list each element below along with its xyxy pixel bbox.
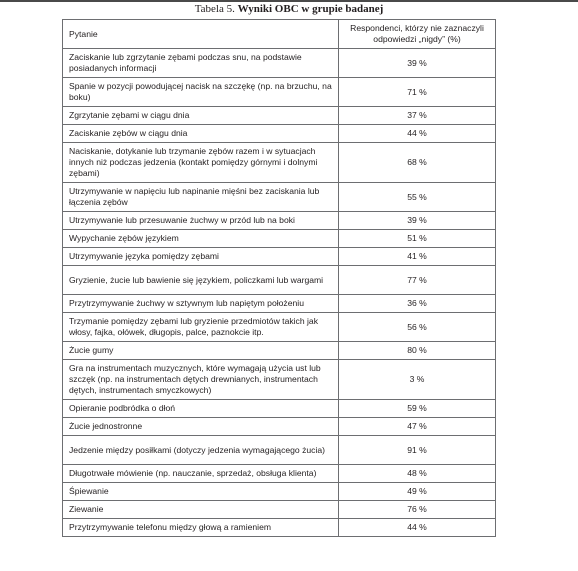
question-cell: Jedzenie między posiłkami (dotyczy jedzenia wymagającego żucia) <box>63 436 339 465</box>
percent-cell: 39 % <box>339 212 496 230</box>
table-row <box>63 400 496 418</box>
caption-title: Wyniki OBC w grupie badanej <box>237 3 384 15</box>
question-cell: Naciskanie, dotykanie lub trzymanie zębów razem i w sytuacjach innych niż podczas jedzenia (kontakt pomiędzy górnymi i dolnymi zębami) <box>63 143 339 183</box>
header-question: Pytanie <box>63 20 339 49</box>
question-cell: Śpiewanie <box>63 483 339 501</box>
percent-cell: 37 % <box>339 107 496 125</box>
table-row <box>63 266 496 295</box>
question-cell: Żucie jednostronne <box>63 418 339 436</box>
percent-cell: 39 % <box>339 49 496 78</box>
table-row <box>63 230 496 248</box>
question-cell: Wypychanie zębów językiem <box>63 230 339 248</box>
percent-cell: 44 % <box>339 519 496 537</box>
table-row <box>63 519 496 537</box>
caption-prefix: Tabela 5. <box>194 3 235 15</box>
table-row <box>63 436 496 465</box>
table-row <box>63 313 496 342</box>
table-row <box>63 483 496 501</box>
question-cell: Trzymanie pomiędzy zębami lub gryzienie przedmiotów takich jak włosy, fajka, ołówek, długopis, palce, paznokcie itp. <box>63 313 339 342</box>
percent-cell: 44 % <box>339 125 496 143</box>
percent-cell: 41 % <box>339 248 496 266</box>
question-cell: Przytrzymywanie telefonu między głową a ramieniem <box>63 519 339 537</box>
percent-cell: 68 % <box>339 143 496 183</box>
question-cell: Gra na instrumentach muzycznych, które wymagają użycia ust lub szczęk (np. na instrumentach dętych drewnianych, instrumentach dętych, instrumentach smyczkowych) <box>63 360 339 400</box>
percent-cell: 55 % <box>339 183 496 212</box>
obc-results-table <box>62 19 496 537</box>
table-caption <box>0 3 578 16</box>
question-cell: Spanie w pozycji powodującej nacisk na szczękę (np. na brzuchu, na boku) <box>63 78 339 107</box>
top-rule <box>0 0 578 2</box>
percent-cell: 49 % <box>339 483 496 501</box>
question-cell: Utrzymywanie języka pomiędzy zębami <box>63 248 339 266</box>
percent-cell: 48 % <box>339 465 496 483</box>
percent-cell: 91 % <box>339 436 496 465</box>
percent-cell: 59 % <box>339 400 496 418</box>
table-row <box>63 212 496 230</box>
table-row <box>63 143 496 183</box>
question-cell: Przytrzymywanie żuchwy w sztywnym lub napiętym położeniu <box>63 295 339 313</box>
question-cell: Żucie gumy <box>63 342 339 360</box>
percent-cell: 47 % <box>339 418 496 436</box>
header-respondents: Respondenci, którzy nie zaznaczyli odpowiedzi „nigdy” (%) <box>339 20 496 49</box>
percent-cell: 51 % <box>339 230 496 248</box>
question-cell: Długotrwałe mówienie (np. nauczanie, sprzedaż, obsługa klienta) <box>63 465 339 483</box>
question-cell: Zaciskanie lub zgrzytanie zębami podczas snu, na podstawie posiadanych informacji <box>63 49 339 78</box>
table-row <box>63 501 496 519</box>
percent-cell: 77 % <box>339 266 496 295</box>
table-row <box>63 418 496 436</box>
table-row <box>63 49 496 78</box>
table-row <box>63 360 496 400</box>
percent-cell: 36 % <box>339 295 496 313</box>
question-cell: Ziewanie <box>63 501 339 519</box>
percent-cell: 76 % <box>339 501 496 519</box>
table-row <box>63 342 496 360</box>
table-row <box>63 107 496 125</box>
table-row <box>63 465 496 483</box>
table-row <box>63 78 496 107</box>
table-row <box>63 125 496 143</box>
percent-cell: 71 % <box>339 78 496 107</box>
table-row <box>63 295 496 313</box>
question-cell: Utrzymywanie w napięciu lub napinanie mięśni bez zaciskania lub łączenia zębów <box>63 183 339 212</box>
question-cell: Utrzymywanie lub przesuwanie żuchwy w przód lub na boki <box>63 212 339 230</box>
question-cell: Zaciskanie zębów w ciągu dnia <box>63 125 339 143</box>
percent-cell: 56 % <box>339 313 496 342</box>
question-cell: Zgrzytanie zębami w ciągu dnia <box>63 107 339 125</box>
table-row <box>63 248 496 266</box>
table-header-row <box>63 20 496 49</box>
question-cell: Opieranie podbródka o dłoń <box>63 400 339 418</box>
percent-cell: 80 % <box>339 342 496 360</box>
percent-cell: 3 % <box>339 360 496 400</box>
question-cell: Gryzienie, żucie lub bawienie się językiem, policzkami lub wargami <box>63 266 339 295</box>
table-row <box>63 183 496 212</box>
